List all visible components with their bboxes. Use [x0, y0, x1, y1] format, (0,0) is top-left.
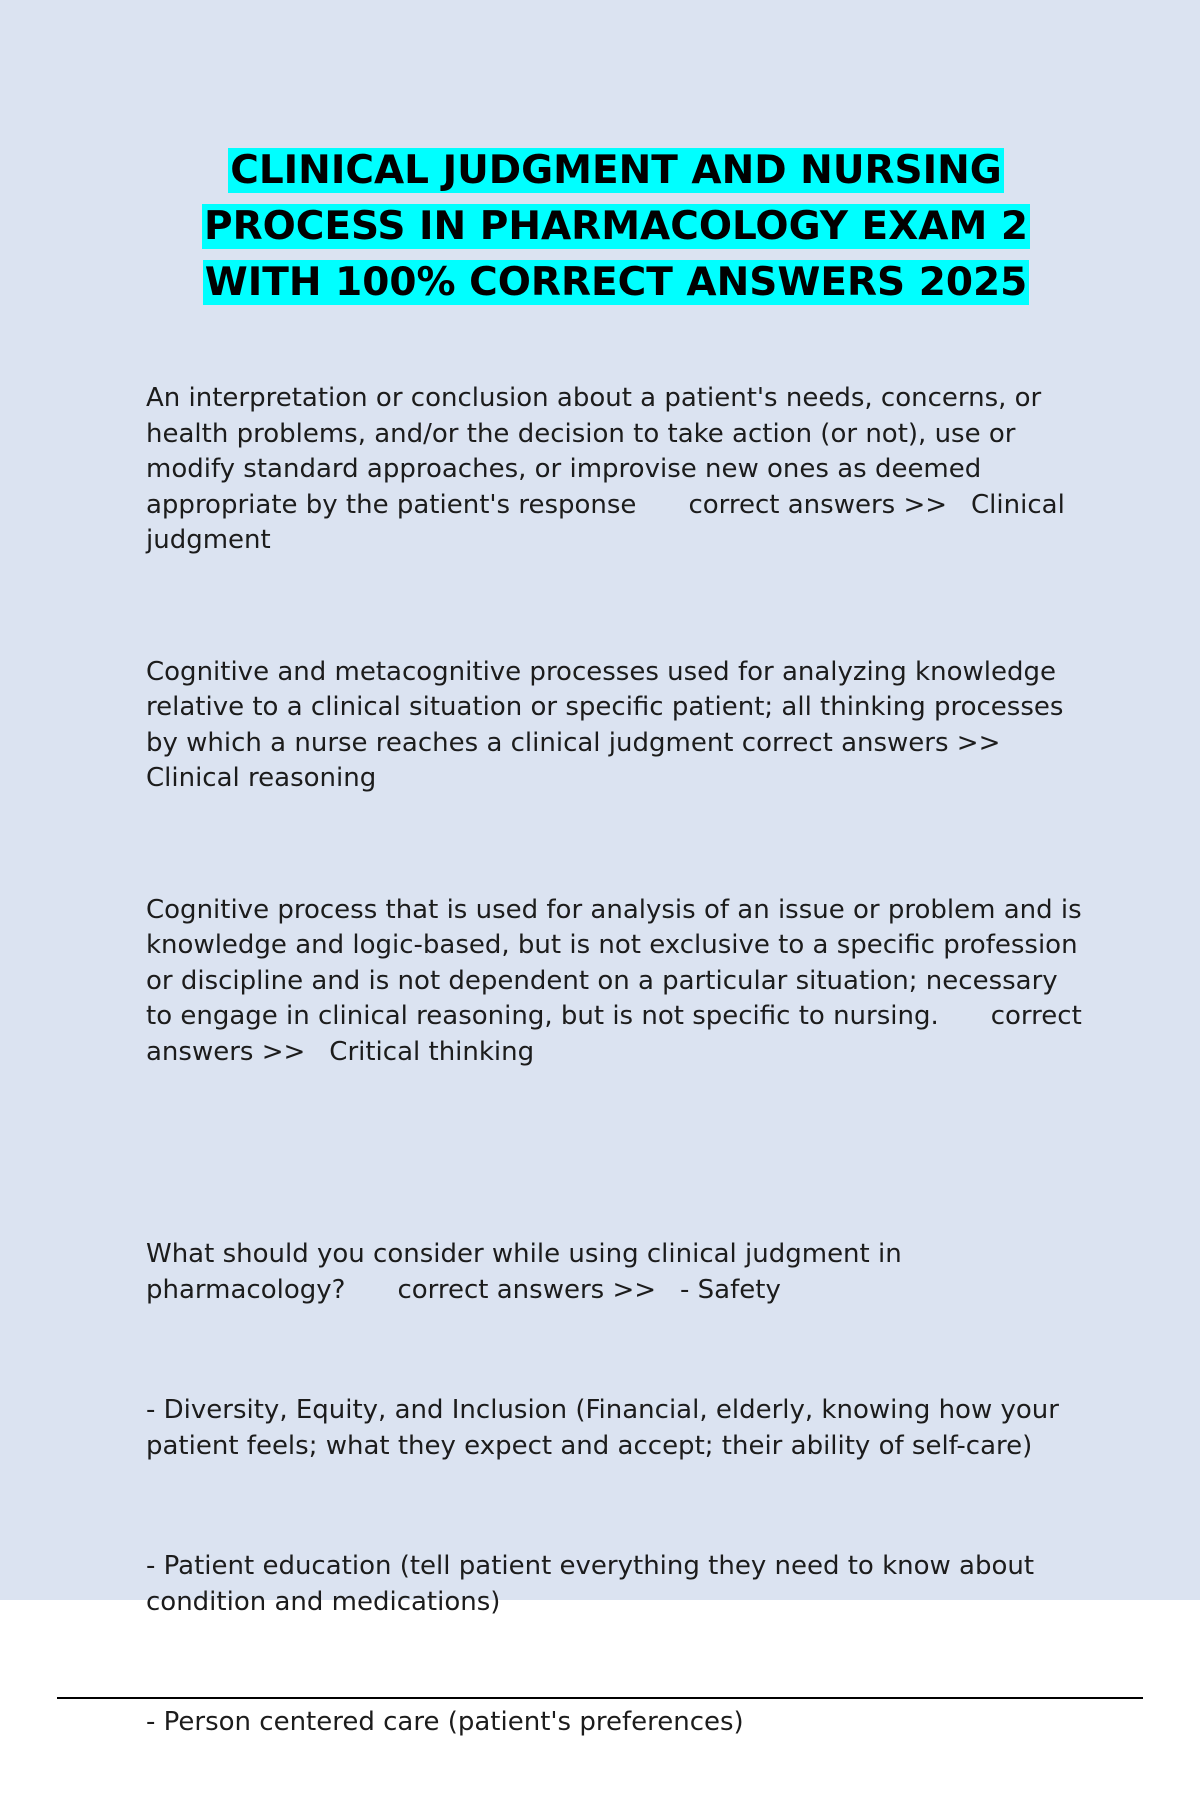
question-text: What should you consider while using clinical judgment in pharmacology?	[146, 1239, 910, 1305]
answer-text: Critical thinking	[329, 1036, 535, 1067]
qa-list	[146, 381, 1091, 1812]
qa-item	[146, 381, 1086, 559]
question-text: Cognitive and metacognitive processes used for analyzing knowledge relative to a clinical situation or specific patient; all thinking processes by which a nurse reaches a clinical judgment	[146, 656, 1072, 758]
document-title	[146, 143, 1086, 311]
answer-text: - Safety	[680, 1274, 781, 1305]
qa-item	[146, 1166, 1086, 1812]
footer-divider	[57, 1697, 1143, 1699]
answer-text: Clinical reasoning	[146, 763, 377, 793]
question-text: An interpretation or conclusion about a patient's needs, concerns, or health problems, and/or the decision to take action (or not), use or modify standard approaches, or improvise new ones as deemed appropriate by the patient's response	[146, 383, 1050, 520]
answer-bullet: - Diversity, Equity, and Inclusion (Financial, elderly, knowing how your patient feels; what they expect and accept; their ability of self-care)	[146, 1395, 1068, 1461]
qa-item	[146, 893, 1091, 1071]
answer-marker: correct answers >>	[397, 1274, 657, 1305]
answer-marker: correct answers >>	[688, 489, 948, 520]
answer-marker: correct answers >>	[741, 727, 1001, 758]
qa-question-line	[146, 1237, 1086, 1308]
answer-text: Clinical judgment	[146, 489, 1074, 555]
qa-item	[146, 655, 1086, 797]
answer-bullet: - Patient education (tell patient everything they need to know about condition and medications)	[146, 1551, 1043, 1617]
document-body	[146, 143, 1091, 1812]
answer-bullet: - Person centered care (patient's preferences)	[146, 1707, 744, 1737]
title-highlight: CLINICAL JUDGMENT AND NURSING PROCESS IN PHARMACOLOGY EXAM 2 WITH 100% CORRECT ANSWERS 2025	[204, 148, 1028, 305]
answer-marker: correct answers >>	[146, 1001, 1091, 1067]
question-text: Cognitive process that is used for analysis of an issue or problem and is knowledge and logic-based, but is not exclusive to a specific profession or discipline and is not dependent on a particular situation; necessary to engage in clinical reasoning, but is not specific to nursing.	[146, 894, 1090, 1031]
